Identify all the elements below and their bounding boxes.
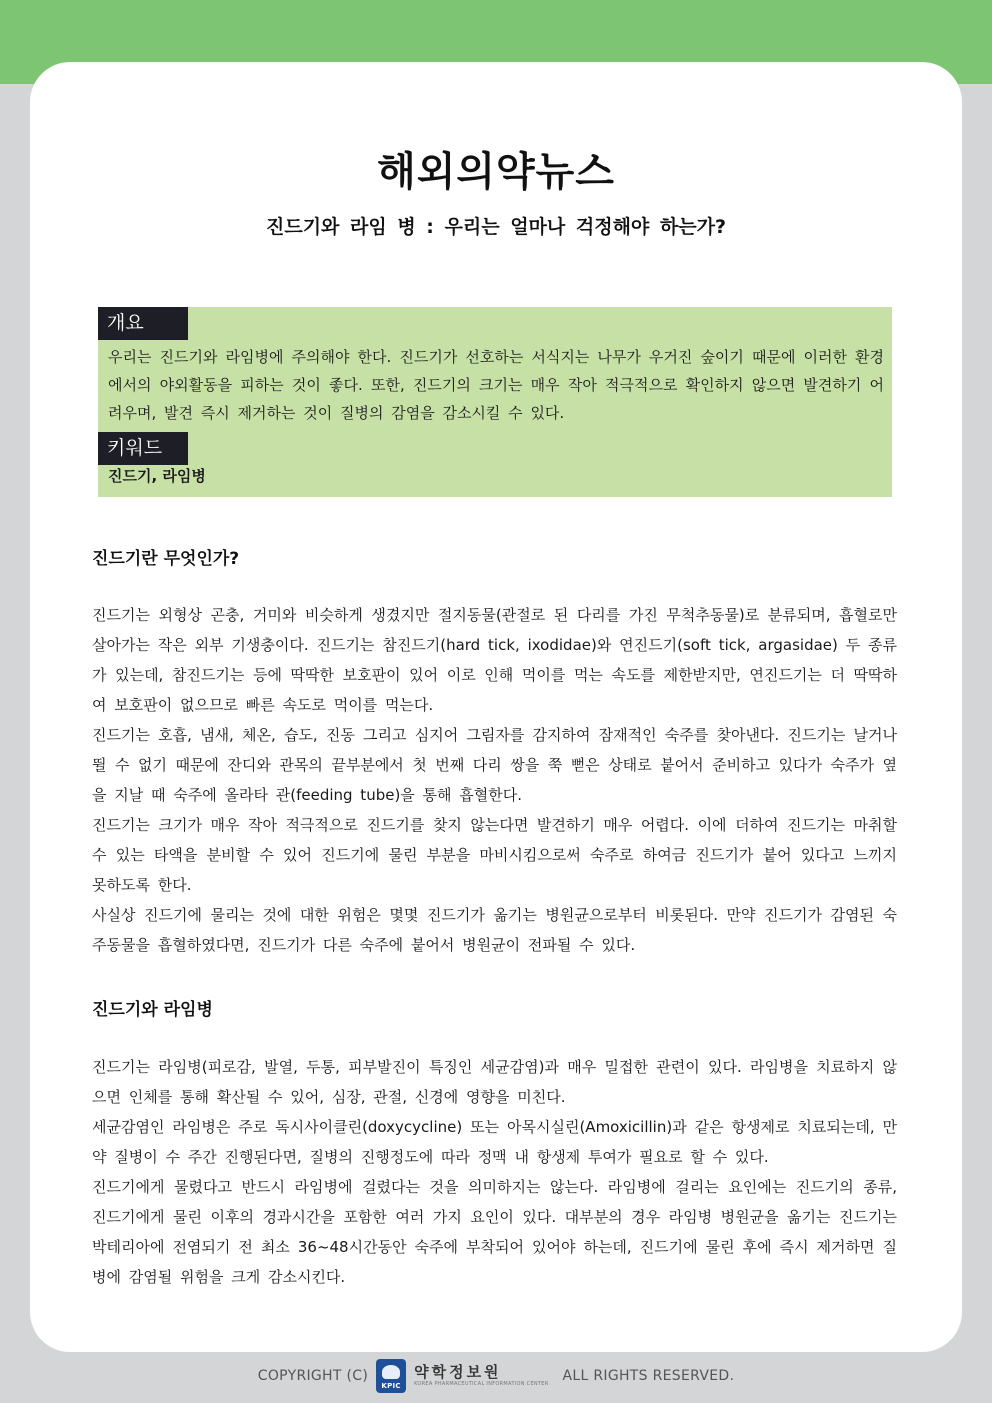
logo-wordmark: [414, 1365, 548, 1387]
copyright-text: COPYRIGHT (C): [257, 1368, 369, 1384]
footer: [0, 1358, 992, 1394]
paragraph: 진드기는 외형상 곤충, 거미와 비슷하게 생겼지만 절지동물(관절로 된 다리를 가진 무척추동물)로 분류되며, 흡혈로만 살아가는 작은 외부 기생충이다. 진드기는 참진드기(hard tick, ixodidae)와 연진드기(soft tick, argasidae) 두 종류가 있는데, 참진드기는 등에 딱딱한 보호판이 있어 이로 인해 먹이를 먹는 속도를 제한받지만, 연진드기는 더 딱딱하여 보호판이 없으므로 빠른 속도로 먹이를 먹는다.: [92, 606, 897, 714]
overview-text: 우리는 진드기와 라임병에 주의해야 한다. 진드기가 선호하는 서식지는 나무가 우거진 숲이기 때문에 이러한 환경에서의 야외활동을 피하는 것이 좋다. 또한, 진드기의 크기는 매우 작아 적극적으로 확인하지 않으면 발견하기 어려우며, 발견 즉시 제거하는 것이 질병의 감염을 감소시킬 수 있다.: [108, 348, 884, 422]
logo-badge-text: KPIC: [381, 1382, 401, 1390]
paragraph: 진드기는 라임병(피로감, 발열, 두통, 피부발진이 특징인 세균감염)과 매우 밀접한 관련이 있다. 라임병을 치료하지 않으면 인체를 통해 확산될 수 있어, 심장, 관절, 신경에 영향을 미친다.: [92, 1058, 897, 1106]
paragraph: 진드기는 크기가 매우 작아 적극적으로 진드기를 찾지 않는다면 발견하기 매우 어렵다. 이에 더하여 진드기는 마취할 수 있는 타액을 분비할 수 있어 진드기에 물린 부분을 마비시킴으로써 숙주로 하여금 진드기가 붙어 있다고 느끼지 못하도록 한다.: [92, 816, 897, 894]
paragraph: 세균감염인 라임병은 주로 독시사이클린(doxycycline) 또는 아목시실린(Amoxicillin)과 같은 항생제로 치료되는데, 만약 질병이 수 주간 진행된다면, 질병의 진행정도에 따라 정맥 내 항생제 투여가 필요로 할 수 있다.: [92, 1118, 897, 1166]
logo-name: 약학정보원: [414, 1363, 502, 1381]
overview-label: 개요: [98, 307, 188, 340]
kpic-logo-icon: [376, 1359, 406, 1393]
section-heading-what-is-tick: 진드기란 무엇인가?: [92, 549, 240, 569]
summary-box: [98, 307, 892, 497]
article-title: 진드기와 라임 병 : 우리는 얼마나 걱정해야 하는가?: [265, 216, 726, 238]
section-heading-tick-lyme: 진드기와 라임병: [92, 1000, 213, 1020]
section-body-what-is-tick: [92, 600, 897, 960]
section-body-tick-lyme: [92, 1052, 897, 1292]
paragraph: 진드기에게 물렸다고 반드시 라임병에 걸렸다는 것을 의미하지는 않는다. 라임병에 걸리는 요인에는 진드기의 종류, 진드기에게 물린 이후의 경과시간을 포함한 여러 가지 요인이 있다. 대부분의 경우 라임병 병원균을 옮기는 진드기는 박테리아에 전염되기 전 최소 36~48시간동안 숙주에 부착되어 있어야 하는데, 진드기에 물린 후에 즉시 제거하면 질병에 감염될 위험을 크게 감소시킨다.: [92, 1178, 897, 1286]
logo-subtitle: KOREA PHARMACEUTICAL INFORMATION CENTER: [414, 1381, 549, 1387]
document-page: [30, 62, 962, 1352]
keywords-text: 진드기, 라임병: [108, 467, 206, 485]
paragraph: 진드기는 호흡, 냄새, 체온, 습도, 진동 그리고 심지어 그림자를 감지하여 잠재적인 숙주를 찾아낸다. 진드기는 날거나 뛸 수 없기 때문에 잔디와 관목의 끝부분에서 첫 번째 다리 쌍을 쭉 뻗은 상태로 붙어서 준비하고 있다가 숙주가 옆을 지날 때 숙주에 올라타 관(feeding tube)을 통해 흡혈한다.: [92, 726, 897, 804]
rights-text: ALL RIGHTS RESERVED.: [562, 1368, 735, 1384]
keyword-label: 키워드: [98, 432, 188, 465]
paragraph: 사실상 진드기에 물리는 것에 대한 위험은 몇몇 진드기가 옮기는 병원균으로부터 비롯된다. 만약 진드기가 감염된 숙주동물을 흡혈하였다면, 진드기가 다른 숙주에 붙어서 병원균이 전파될 수 있다.: [92, 906, 897, 954]
page-title: 해외의약뉴스: [377, 149, 615, 195]
